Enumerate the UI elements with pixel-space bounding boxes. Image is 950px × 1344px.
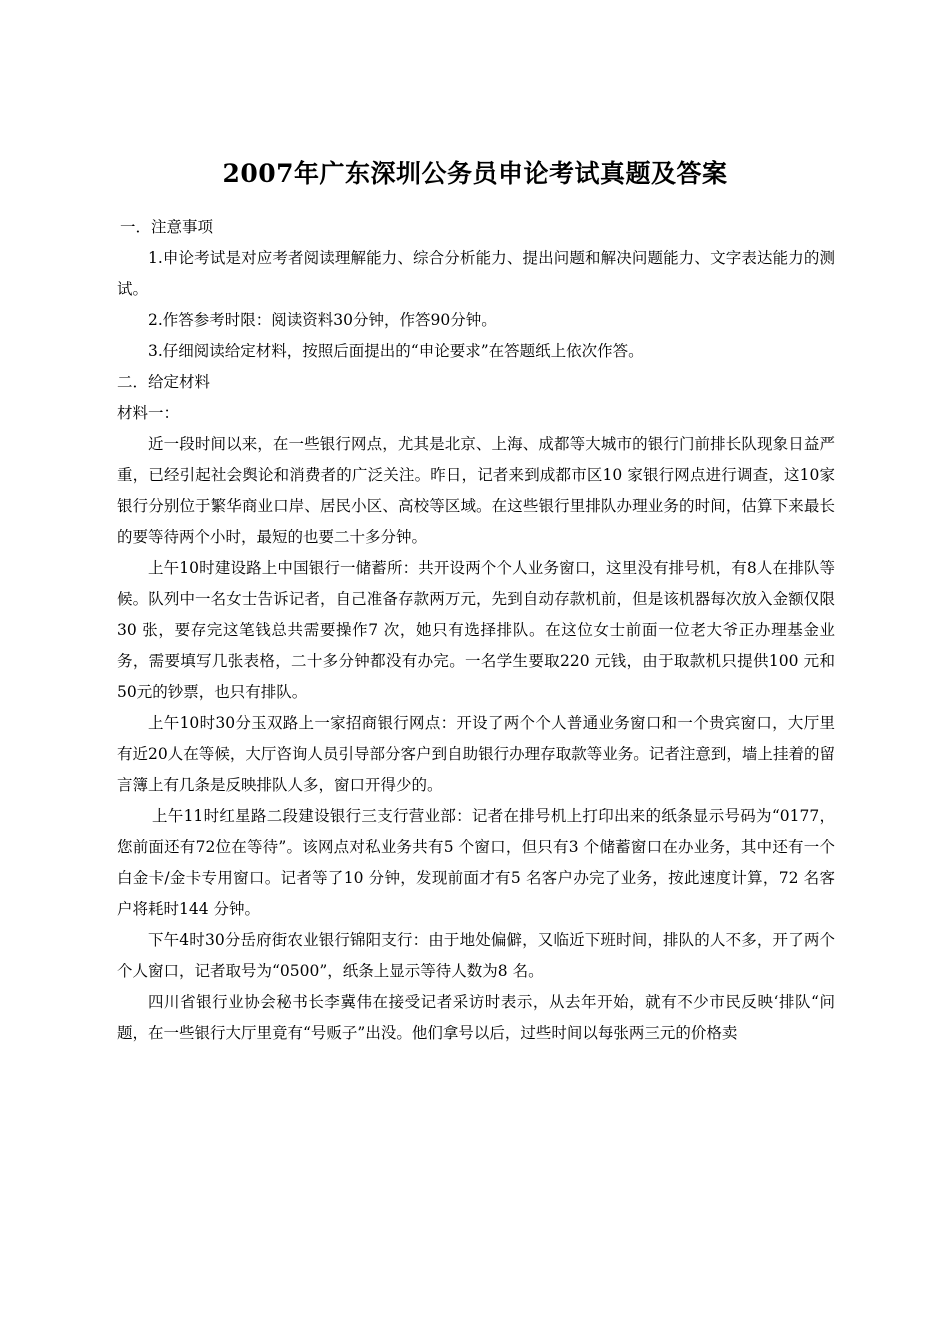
document-body [117, 212, 835, 1049]
material-label: 材料一： [117, 404, 180, 422]
material-paragraph: 近一段时间以来，在一些银行网点，尤其是北京、上海、成都等大城市的银行门前排长队现象日益严重，已经引起社会舆论和消费者的广泛关注。昨日，记者来到成都市区10 家银行网点进行调查，这10家银行分别位于繁华商业口岸、居民小区、高校等区域。在这些银行里排队办理业务的时间，估算下来最长的要等待两个小时，最短的也要二十多分钟。 [117, 435, 835, 546]
material-paragraph: 四川省银行业协会秘书长李冀伟在接受记者采访时表示，从去年开始，就有不少市民反映‘排队“问题，在一些银行大厅里竟有“号贩子”出没。他们拿号以后，过些时间以每张两三元的价格卖 [117, 993, 835, 1042]
material-paragraph: 下午4时30分岳府街农业银行锦阳支行：由于地处偏僻，又临近下班时间，排队的人不多，开了两个个人窗口，记者取号为“0500”，纸条上显示等待人数为8 名。 [117, 931, 835, 980]
notes-item-3: 3.仔细阅读给定材料，按照后面提出的“申论要求”在答题纸上依次作答。 [148, 342, 644, 360]
section-heading-materials: 二．给定材料 [117, 373, 211, 391]
material-paragraph: 上午10时建设路上中国银行一储蓄所：共开设两个个人业务窗口，这里没有排号机，有8人在排队等候。队列中一名女士告诉记者，自己准备存款两万元，先到自动存款机前，但是该机器每次放入金额仅限30 张，要存完这笔钱总共需要操作7 次，她只有选择排队。在这位女士前面一位老大爷正办理基金业务，需要填写几张表格，二十多分钟都没有办完。一名学生要取220 元钱，由于取款机只提供100 元和50元的钞票，也只有排队。 [117, 559, 835, 701]
notes-item-2: 2.作答参考时限：阅读资料30分钟，作答90分钟。 [148, 311, 497, 329]
material-paragraph: 上午10时30分玉双路上一家招商银行网点：开设了两个个人普通业务窗口和一个贵宾窗口，大厅里有近20人在等候，大厅咨询人员引导部分客户到自助银行办理存取款等业务。记者注意到，墙上挂着的留言簿上有几条是反映排队人多，窗口开得少的。 [117, 714, 835, 794]
material-paragraph: 上午11时红星路二段建设银行三支行营业部：记者在排号机上打印出来的纸条显示号码为“0177，您前面还有72位在等待”。该网点对私业务共有5 个窗口，但只有3 个储蓄窗口在办业务，其中还有一个白金卡/金卡专用窗口。记者等了10 分钟，发现前面才有5 名客户办完了业务，按此速度计算，72 名客户将耗时144 分钟。 [117, 807, 835, 918]
notes-item-1: 1.申论考试是对应考者阅读理解能力、综合分析能力、提出问题和解决问题能力、文字表达能力的测试。 [117, 249, 835, 298]
document-title: 2007年广东深圳公务员申论考试真题及答案 [222, 159, 728, 188]
section-heading-notes: 一．注意事项 [120, 218, 214, 236]
